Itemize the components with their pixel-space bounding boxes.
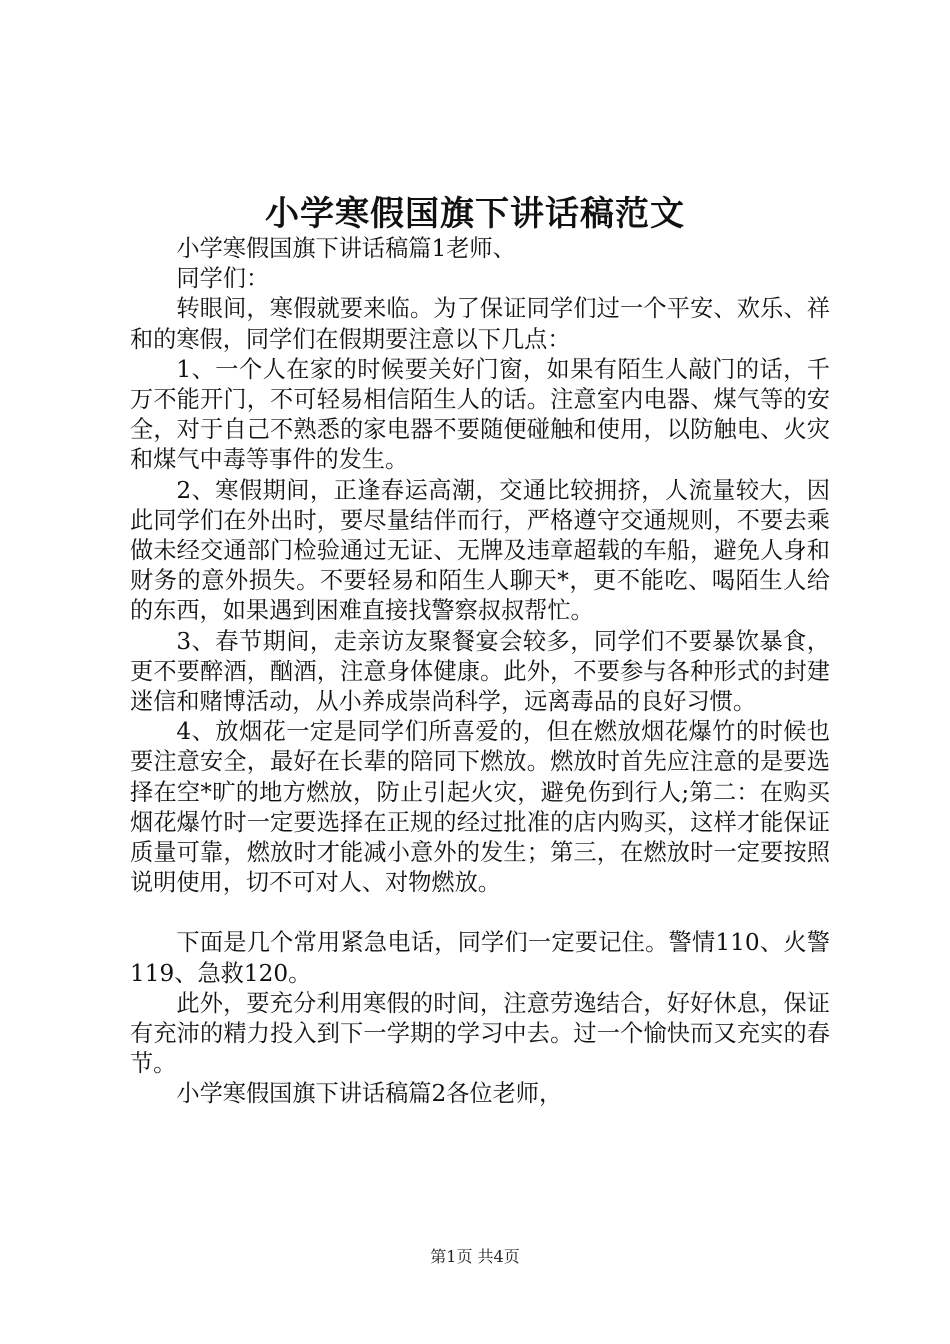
paragraph-point-1: 1、一个人在家的时候要关好门窗，如果有陌生人敲门的话，千万不能开门，不可轻易相信陌生人的话。注意室内电器、煤气等的安全，对于自己不熟悉的家电器不要随便碰触和使用，以防触电、火灾和煤气中毒等事件的发生。 bbox=[130, 355, 830, 474]
paragraph-greeting: 同学们： bbox=[176, 265, 270, 293]
paragraph-greeting-heading: 小学寒假国旗下讲话稿篇1老师、 bbox=[176, 235, 516, 262]
paragraph-intro: 转眼间，寒假就要来临。为了保证同学们过一个平安、欢乐、祥和的寒假，同学们在假期要注意以下几点： bbox=[130, 295, 830, 353]
paragraph-point-3: 3、春节期间，走亲访友聚餐宴会较多，同学们不要暴饮暴食，更不要醉酒，酗酒，注意身体健康。此外，不要参与各种形式的封建迷信和赌博活动，从小养成崇尚科学，远离毒品的良好习惯。 bbox=[130, 627, 830, 716]
paragraph-speech-2-heading: 小学寒假国旗下讲话稿篇2各位老师， bbox=[176, 1080, 563, 1108]
paragraph-point-2: 2、寒假期间，正逢春运高潮，交通比较拥挤，人流量较大，因此同学们在外出时，要尽量结伴而行，严格遵守交通规则，不要去乘做未经交通部门检验通过无证、无牌及违章超载的车船，避免人身和财务的意外损失。不要轻易和陌生人聊天*，更不能吃、喝陌生人给的东西，如果遇到困难直接找警察叔叔帮忙。 bbox=[130, 476, 830, 625]
page-number-footer: 第1页 共4页 bbox=[430, 1247, 520, 1266]
paragraph-closing: 此外，要充分利用寒假的时间，注意劳逸结合，好好休息，保证有充沛的精力投入到下一学期的学习中去。过一个愉快而又充实的春节。 bbox=[130, 989, 830, 1078]
document-title: 小学寒假国旗下讲话稿范文 bbox=[265, 194, 685, 234]
paragraph-emergency-numbers: 下面是几个常用紧急电话，同学们一定要记住。警情110、火警119、急救120。 bbox=[130, 929, 830, 987]
document-body bbox=[130, 234, 830, 1110]
paragraph-point-4: 4、放烟花一定是同学们所喜爱的，但在燃放烟花爆竹的时候也要注意安全，最好在长辈的陪同下燃放。燃放时首先应注意的是要选择在空*旷的地方燃放，防止引起火灾，避免伤到行人;第二：在购买烟花爆竹时一定要选择在正规的经过批准的店内购买，这样才能保证质量可靠，燃放时才能减小意外的发生；第三，在燃放时一定要按照说明使用，切不可对人、对物燃放。 bbox=[130, 718, 830, 897]
